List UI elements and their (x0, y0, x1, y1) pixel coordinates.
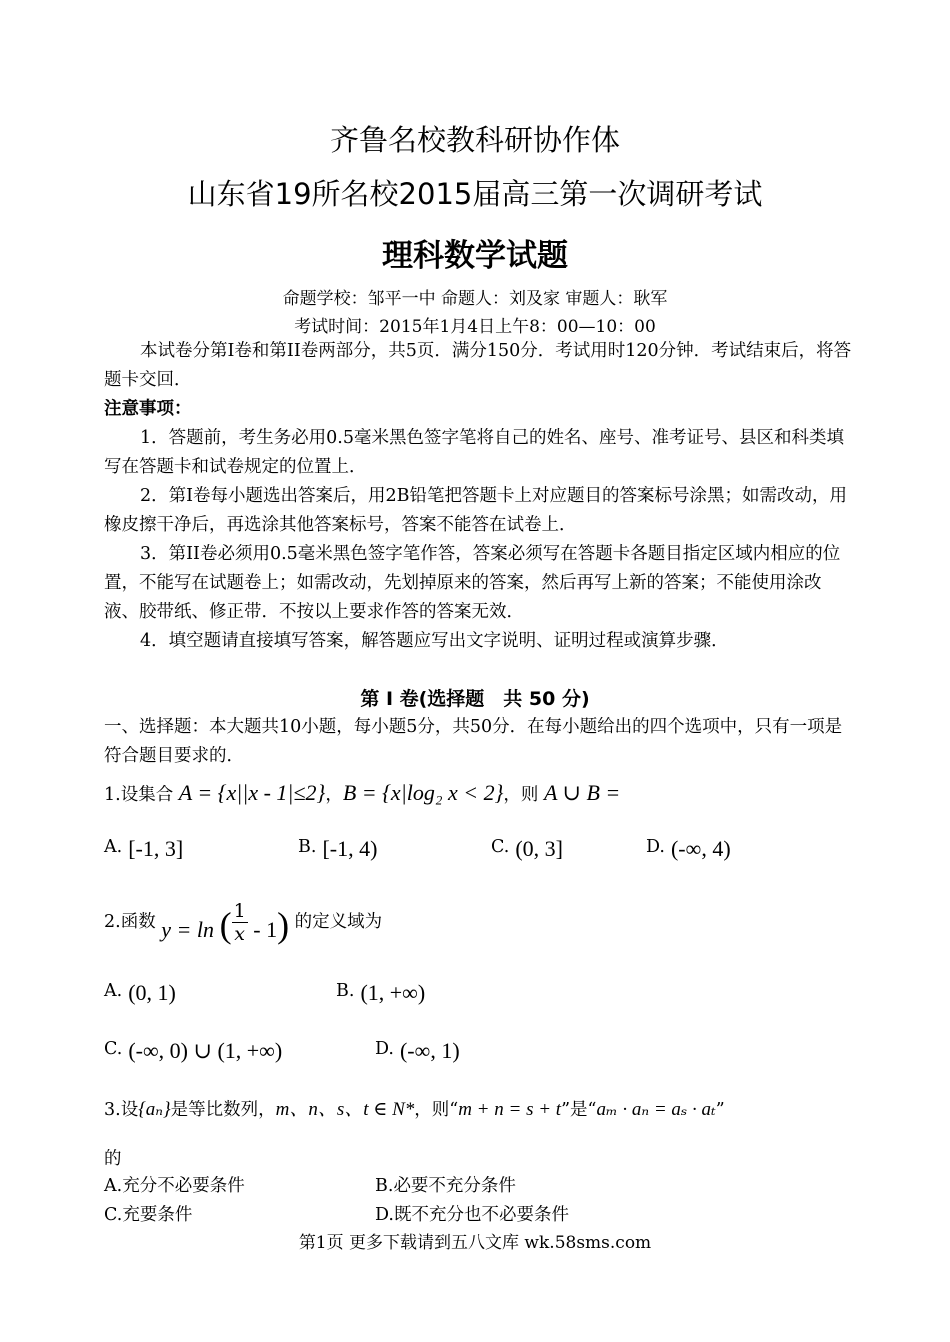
q1-sep: ， (325, 785, 343, 805)
q2-function-lhs: y = ln (161, 917, 215, 942)
option-value: (-∞, 4) (670, 836, 731, 861)
option-label: B. (336, 981, 355, 1001)
q1-option-c (491, 836, 563, 862)
q1-union: A ∪ B = (544, 780, 621, 805)
q2-fraction (232, 900, 248, 945)
q3-end: ” (715, 1100, 725, 1120)
question-2 (104, 900, 382, 946)
option-value: (0, 1) (128, 980, 176, 1005)
question-3 (104, 1094, 725, 1121)
option-label: A. (104, 1176, 123, 1196)
subject-title: 理科数学试题 (382, 238, 568, 274)
q2-option-c (104, 1038, 282, 1064)
q1-option-b (298, 836, 377, 862)
option-value: [-1, 4) (322, 836, 378, 861)
q3-variables: m、n、s、t ∈ N* (275, 1099, 415, 1120)
option-label: D. (375, 1039, 394, 1059)
q1-prefix: 1.设集合 (104, 785, 174, 805)
option-label: C. (491, 837, 510, 857)
option-value: (0, 3] (515, 836, 563, 861)
q2-function-rest: - 1 (253, 917, 278, 942)
q3-condition-1: m + n = s + t (458, 1099, 562, 1120)
question-1 (104, 780, 620, 806)
section-title: 第 I 卷(选择题 共 50 分) (360, 688, 590, 710)
org-title: 齐鲁名校教科研协作体 (329, 123, 620, 157)
q3-prefix: 3.设 (104, 1100, 139, 1120)
note-item-3: 3．第II卷必须用0.5毫米黑色签字笔作答，答案必须写在答题卡各题目指定区域内相应的位置，不能写在试题卷上；如需改动，先划掉原来的答案，然后再写上新的答案；不能使用涂改液、胶带纸、修正带．不按以上要求作答的答案无效． (104, 544, 841, 622)
q2-suffix: 的定义域为 (294, 912, 383, 932)
option-label: C. (104, 1205, 123, 1225)
q2-prefix: 2.函数 (104, 912, 156, 932)
page-footer: 第1页 更多下载请到五八文库 wk.58sms.com (298, 1233, 652, 1253)
q1-then: ，则 (503, 785, 539, 805)
q3-option-c (104, 1201, 192, 1226)
option-value: 充分不必要条件 (122, 1176, 245, 1196)
q2-frac-denominator: x (234, 923, 245, 945)
notes-title: 注意事项： (104, 399, 192, 419)
option-label: D. (646, 837, 665, 857)
q3-option-b (375, 1172, 516, 1197)
option-value: (-∞, 1) (399, 1038, 460, 1063)
q3-tail: 的 (104, 1149, 122, 1169)
option-value: 充要条件 (122, 1205, 193, 1225)
q3-condition-2: aₘ · aₙ = aₛ · aₜ (596, 1099, 716, 1120)
note-item-1: 1．答题前，考生务必用0.5毫米黑色签字笔将自己的姓名、座号、准考证号、县区和科类填写在答题卡和试卷规定的位置上． (104, 428, 844, 477)
note-item-4: 4．填空题请直接填写答案，解答题应写出文字说明、证明过程或演算步骤． (140, 631, 729, 651)
q3-mid: 是等比数列， (170, 1100, 276, 1120)
q2-option-a (104, 980, 176, 1006)
option-value: (-∞, 0) ∪ (1, +∞) (128, 1038, 283, 1063)
option-label: A. (104, 837, 123, 857)
option-label: C. (104, 1039, 123, 1059)
q3-is: ”是“ (561, 1100, 597, 1120)
option-value: [-1, 3] (128, 836, 184, 861)
q1-set-b: B = {x|log₂ x < 2} (342, 780, 504, 805)
exam-title: 山东省19所名校2015届高三第一次调研考试 (187, 177, 763, 211)
exam-time: 考试时间：2015年1月4日上午8：00—10：00 (294, 317, 656, 337)
q2-left-paren: ( (219, 905, 232, 945)
q3-sequence: {aₙ} (138, 1099, 171, 1120)
option-value: 既不充分也不必要条件 (393, 1205, 569, 1225)
q2-option-b (336, 980, 425, 1006)
q3-option-d (375, 1201, 569, 1226)
q3-then: ，则“ (414, 1100, 459, 1120)
intro-paragraph: 本试卷分第I卷和第II卷两部分，共5页．满分150分．考试用时120分钟．考试结束后，将答题卡交回． (104, 341, 852, 390)
option-label: B. (298, 837, 317, 857)
option-value: 必要不充分条件 (393, 1176, 516, 1196)
q1-option-d (646, 836, 731, 862)
note-item-2: 2．第I卷每小题选出答案后，用2B铅笔把答题卡上对应题目的答案标号涂黑；如需改动，用橡皮擦干净后，再选涂其他答案标号，答案不能答在试卷上． (104, 486, 848, 535)
authors-line: 命题学校：邹平一中 命题人：刘及家 审题人：耿军 (282, 289, 668, 309)
option-label: D. (375, 1205, 394, 1225)
option-label: B. (375, 1176, 394, 1196)
section-instruction: 一、选择题：本大题共10小题，每小题5分，共50分．在每小题给出的四个选项中，只有一项是符合题目要求的． (104, 717, 843, 766)
option-value: (1, +∞) (360, 980, 426, 1005)
q1-set-a: A = {x||x - 1|≤2} (178, 780, 326, 805)
q2-frac-numerator: 1 (233, 900, 246, 922)
q2-option-d (375, 1038, 460, 1064)
q3-option-a (104, 1172, 245, 1197)
option-label: A. (104, 981, 123, 1001)
q1-option-a (104, 836, 183, 862)
q2-right-paren: ) (277, 905, 290, 945)
